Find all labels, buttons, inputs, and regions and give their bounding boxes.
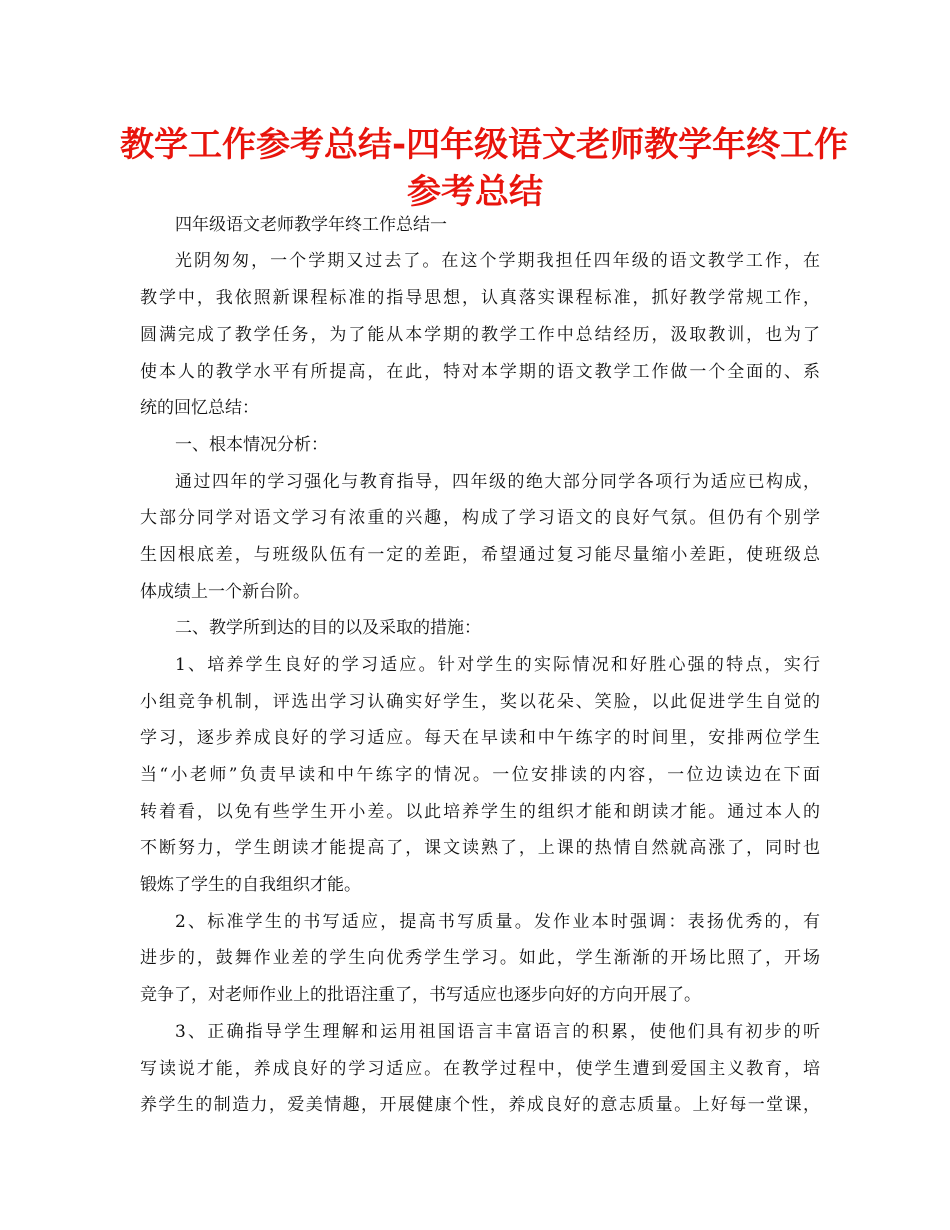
body-line: 养学生的制造力，爱美情趣，开展健康个性，养成良好的意志质量。上好每一堂课，: [140, 1095, 820, 1115]
body-line: 光阴匆匆，一个学期又过去了。在这个学期我担任四年级的语文教学工作，在: [175, 251, 820, 271]
body-line: 小组竞争机制，评选出学习认确实好学生，奖以花朵、笑脸，以此促进学生自觉的: [140, 692, 820, 712]
body-line: 竞争了，对老师作业上的批语注重了，书写适应也逐步向好的方向开展了。: [140, 985, 701, 1005]
body-line: 使本人的教学水平有所提高，在此，特对本学期的语文教学工作做一个全面的、系: [140, 362, 820, 382]
section-subtitle: 四年级语文老师教学年终工作总结一: [175, 215, 447, 235]
body-line: 1、培养学生良好的学习适应。针对学生的实际情况和好胜心强的特点，实行: [175, 655, 820, 675]
body-line: 当“小老师”负责早读和中午练字的情况。一位安排读的内容，一位边读边在下面: [140, 765, 820, 785]
document-title-line-1: 教学工作参考总结-四年级语文老师教学年终工作: [120, 125, 849, 165]
body-line: 圆满完成了教学任务，为了能从本学期的教学工作中总结经历，汲取教训，也为了: [140, 325, 820, 345]
body-line: 写读说才能，养成良好的学习适应。在教学过程中，使学生遭到爱国主义教育，培: [140, 1059, 820, 1079]
body-line: 大部分同学对语文学习有浓重的兴趣，构成了学习语文的良好气氛。但仍有个别学: [140, 508, 820, 528]
body-line: 3、正确指导学生理解和运用祖国语言丰富语言的积累，使他们具有初步的听: [175, 1022, 820, 1042]
body-line: 转着看，以免有些学生开小差。以此培养学生的组织才能和朗读才能。通过本人的: [140, 802, 820, 822]
body-line: 学习，逐步养成良好的学习适应。每天在早读和中午练字的时间里，安排两位学生: [140, 728, 820, 748]
body-line: 锻炼了学生的自我组织才能。: [140, 875, 361, 895]
body-line: 不断努力，学生朗读才能提高了，课文读熟了，上课的热情自然就高涨了，同时也: [140, 838, 820, 858]
body-line: 进步的，鼓舞作业差的学生向优秀学生学习。如此，学生渐渐的开场比照了，开场: [140, 948, 820, 968]
body-line: 统的回忆总结：: [140, 398, 259, 418]
body-line: 体成绩上一个新台阶。: [140, 582, 310, 602]
section-heading: 一、根本情况分析：: [175, 435, 328, 455]
section-heading: 二、教学所到达的目的以及采取的措施：: [175, 618, 481, 638]
body-line: 生因根底差，与班级队伍有一定的差距，希望通过复习能尽量缩小差距，使班级总: [140, 545, 820, 565]
document-title-line-2: 参考总结: [407, 172, 543, 212]
body-line: 教学中，我依照新课程标准的指导思想，认真落实课程标准，抓好教学常规工作，: [140, 288, 820, 308]
body-line: 通过四年的学习强化与教育指导，四年级的绝大部分同学各项行为适应已构成，: [175, 472, 820, 492]
body-line: 2、标准学生的书写适应，提高书写质量。发作业本时强调：表扬优秀的，有: [175, 912, 820, 932]
